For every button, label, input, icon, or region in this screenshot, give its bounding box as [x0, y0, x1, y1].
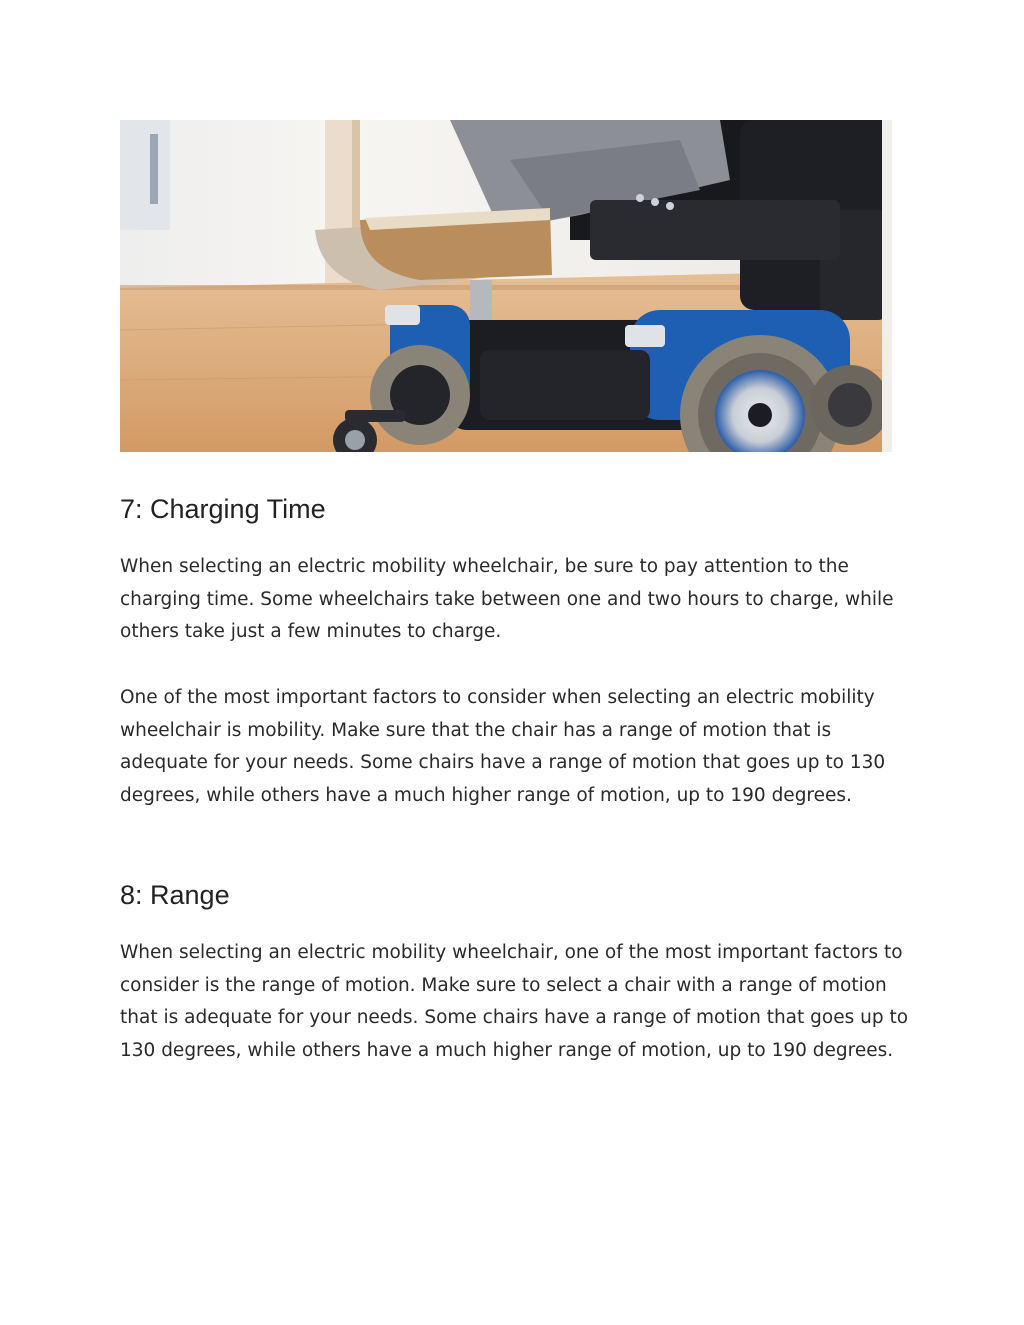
section-heading-range: 8: Range	[120, 880, 230, 910]
section-heading-charging-time: 7: Charging Time	[120, 494, 326, 524]
paragraph-charging-time-2: One of the most important factors to consider when selecting an electric mobility wheelchair is mobility. Make sure that the chair has a range of motion that is adequate for your needs. Some chairs have a range of motion that goes up to 130 degrees, while others have a much higher range of motion, up to 190 degrees.	[120, 687, 886, 807]
paragraph-charging-time-1: When selecting an electric mobility wheelchair, be sure to pay attention to the charging time. Some wheelchairs take between one and two hours to charge, while others take just a few minutes to charge.	[120, 556, 894, 643]
paragraph-range-1: When selecting an electric mobility wheelchair, one of the most important factors to consider is the range of motion. Make sure to select a chair with a range of motion that is adequate for your needs. Some chairs have a range of motion that goes up to 130 degrees, while others have a much higher range of motion, up to 190 degrees.	[120, 942, 909, 1062]
wheelchair-illustration	[120, 120, 892, 452]
wheelchair-photo	[120, 120, 892, 452]
